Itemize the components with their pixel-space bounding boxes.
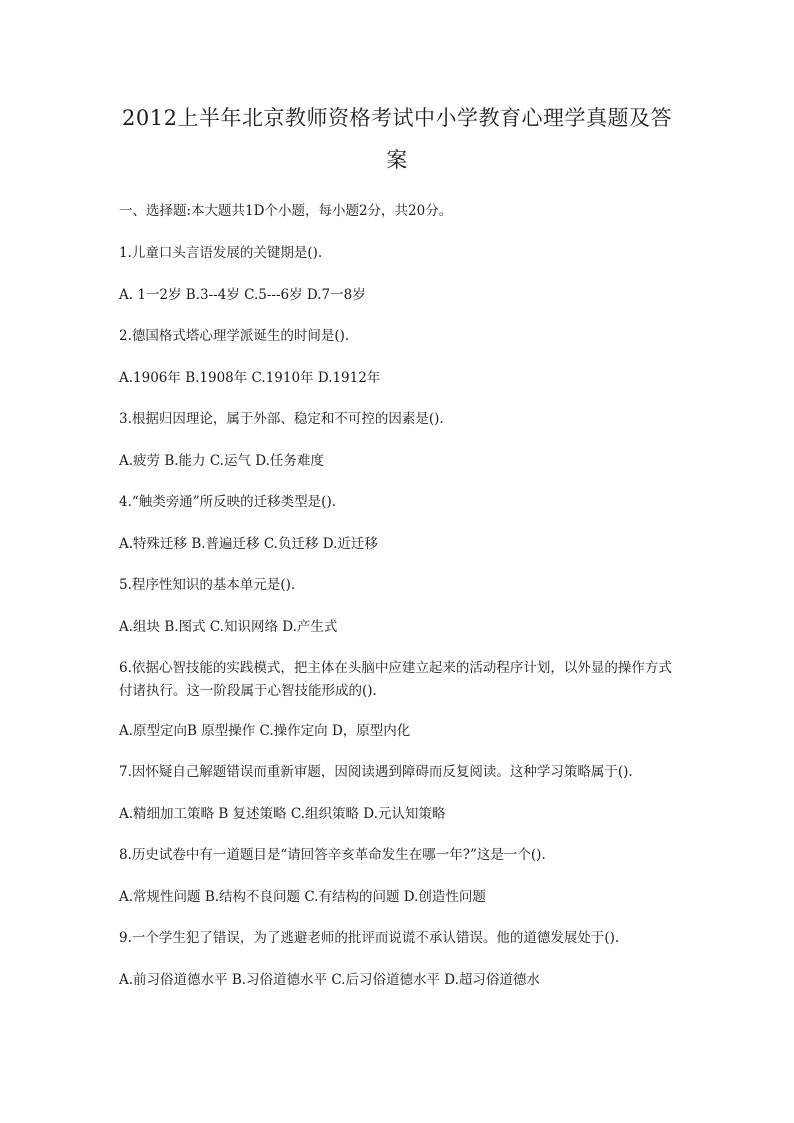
- question-3-stem: 3.根据归因理论，属于外部、稳定和不可控的因素是().: [119, 411, 444, 427]
- question-3-options: A.疲劳 B.能力 C.运气 D.任务难度: [119, 453, 324, 469]
- document-title-line2: 案: [386, 148, 408, 172]
- question-8-options: A.常规性问题 B.结构不良问题 C.有结构的问题 D.创造性问题: [119, 889, 486, 905]
- question-2-options: A.1906年 B.1908年 C.1910年 D.1912年: [119, 370, 381, 386]
- question-4-stem: 4.“触类旁通”所反映的迁移类型是().: [119, 494, 337, 510]
- question-7-options: A.精细加工策略 B 复述策略 C.组织策略 D.元认知策略: [119, 806, 446, 822]
- question-6-options: A.原型定向B 原型操作 C.操作定向 D，原型内化: [119, 723, 411, 739]
- question-1-stem: 1.儿童口头言语发展的关键期是().: [119, 245, 323, 261]
- question-9-stem: 9.一个学生犯了错误，为了逃避老师的批评而说谎不承认错误。他的道德发展处于().: [119, 930, 620, 946]
- question-5-stem: 5.程序性知识的基本单元是().: [119, 577, 296, 593]
- question-7-stem: 7.因怀疑自己解题错误而重新审题，因阅读遇到障碍而反复阅读。这种学习策略属于().: [119, 764, 633, 780]
- document-title-line1: 2012上半年北京教师资格考试中小学教育心理学真题及答: [122, 106, 672, 130]
- question-9-options: A.前习俗道德水平 B.习俗道德水平 C.后习俗道德水平 D.超习俗道德水: [119, 972, 540, 988]
- question-8-stem: 8.历史试卷中有一道题目是“请回答辛亥革命发生在哪一年?”这是一个().: [119, 847, 546, 863]
- question-5-options: A.组块 B.图式 C.知识网络 D.产生式: [119, 619, 338, 635]
- question-2-stem: 2.德国格式塔心理学派诞生的时间是().: [119, 328, 350, 344]
- question-4-options: A.特殊迁移 B.普遍迁移 C.负迁移 D.近迁移: [119, 536, 378, 552]
- question-1-options: A. 1一2岁 B.3--4岁 C.5---6岁 D.7一8岁: [119, 287, 366, 303]
- question-6-stem: 6.依据心智技能的实践模式，把主体在头脑中应建立起来的活动程序计划，以外显的操作方式付诸执行。这一阶段属于心智技能形成的().: [119, 660, 672, 699]
- section-heading: 一、选择题:本大题共1D个小题，每小题2分，共20分。: [119, 203, 453, 219]
